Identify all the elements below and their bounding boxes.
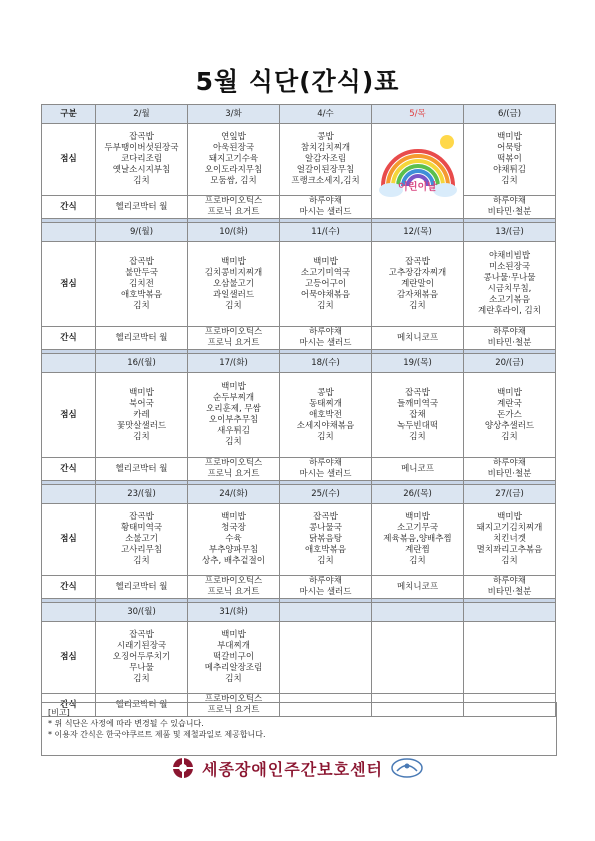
partner-mark-icon <box>391 758 423 778</box>
date-cell: 9/(월) <box>96 223 188 242</box>
meal-cell <box>96 242 188 327</box>
meal-line: 고추장감자찌개 <box>388 267 447 278</box>
meal-line: 멸치꽈리고추볶음 <box>476 545 543 555</box>
page-title: 5월 식단(간식)표 <box>195 67 400 96</box>
footer-org-name: 세종장애인주간보호센터 <box>201 759 384 779</box>
header-label <box>42 223 96 242</box>
snack-cell <box>464 458 556 481</box>
snack-cell <box>464 576 556 599</box>
date-cell: 4/수 <box>280 105 372 124</box>
snack-line: 프로닉 요거트 <box>207 587 260 597</box>
date-row <box>42 354 556 373</box>
date-cell: 16/(월) <box>96 354 188 373</box>
date-cell: 17/(화) <box>188 354 280 373</box>
snack-line: 비타민·철분 <box>487 469 532 479</box>
snack-line: 하루야채 <box>493 196 526 206</box>
meal-line: 잡곡밥 <box>405 256 430 267</box>
snack-cell <box>280 327 372 350</box>
meal-line: 상추, 배추겉절이 <box>202 556 265 566</box>
date-cell: 10/(화) <box>188 223 280 242</box>
meal-cell <box>188 124 280 196</box>
meal-line: 김치 <box>225 437 242 447</box>
meal-line: 백미밥 <box>221 382 246 392</box>
meal-row <box>42 622 556 694</box>
meal-cell <box>280 242 372 327</box>
date-cell: 5/목 <box>372 105 464 124</box>
meal-line: 메추리알장조림 <box>204 663 263 673</box>
meal-line: 참치김치찌개 <box>300 143 351 153</box>
snack-cell <box>464 327 556 350</box>
header-label <box>42 354 96 373</box>
snack-cell <box>96 327 188 350</box>
snack-line: 마시는 샐러드 <box>299 338 352 348</box>
date-cell: 31/(화) <box>188 603 280 622</box>
meal-line: 황태미역국 <box>120 523 163 533</box>
snack-label: 간식 <box>42 576 96 599</box>
date-row <box>42 485 556 504</box>
date-cell: 25/(수) <box>280 485 372 504</box>
date-cell <box>280 603 372 622</box>
meal-line: 잡곡밥 <box>129 630 154 640</box>
snack-line: 프로닉 요거트 <box>207 338 260 348</box>
meal-cell <box>372 504 464 576</box>
meal-line: 소고기무국 <box>396 523 439 533</box>
snack-cell <box>280 576 372 599</box>
snack-line: 헬리코박터 월 <box>115 581 168 592</box>
snack-line: 하루야채 <box>309 576 342 586</box>
meal-line: 계란말이 <box>401 278 434 289</box>
meal-line: 김치 <box>225 674 242 684</box>
meal-cell <box>188 373 280 458</box>
meal-label: 점심 <box>42 622 96 694</box>
meal-line: 떡볶이 <box>497 154 522 164</box>
snack-row <box>42 196 556 219</box>
meal-line: 고등어구이 <box>304 278 347 289</box>
meal-line: 잡곡밥 <box>129 256 154 267</box>
header-label <box>42 485 96 504</box>
meal-line: 김치 <box>317 300 334 311</box>
meal-line: 김치콩비지찌개 <box>204 267 263 278</box>
snack-line: 하루야채 <box>493 576 526 586</box>
snack-line: 헬리코박터 월 <box>115 332 168 343</box>
snack-label: 간식 <box>42 327 96 350</box>
meal-cell <box>96 622 188 694</box>
snack-row <box>42 576 556 599</box>
snack-line: 프로바이오틱스 <box>204 576 263 586</box>
date-row <box>42 223 556 242</box>
meal-line: 어묵탕 <box>497 143 522 153</box>
meal-line: 야채비빔밥 <box>488 251 531 261</box>
snack-line: 비타민·철분 <box>487 338 532 348</box>
header-label <box>42 603 96 622</box>
meal-cell <box>96 373 188 458</box>
header-label: 구분 <box>42 105 96 124</box>
meal-line: 감자채볶음 <box>396 289 439 300</box>
meal-line: 김치전 <box>129 278 154 289</box>
snack-cell <box>188 196 280 219</box>
meal-line: 코다리조림 <box>120 154 163 164</box>
snack-line: 프로바이오틱스 <box>204 327 263 337</box>
meal-line: 김치 <box>501 431 518 442</box>
meal-line: 김치 <box>501 556 518 566</box>
meal-cell <box>280 622 372 694</box>
footer-logo <box>0 755 595 781</box>
meal-line: 백미밥 <box>221 630 246 640</box>
meal-line: 오삼불고기 <box>212 278 255 289</box>
date-cell: 19/(목) <box>372 354 464 373</box>
meal-line: 돼지고기김치찌개 <box>476 523 543 533</box>
date-cell: 3/화 <box>188 105 280 124</box>
meal-line: 시래기된장국 <box>116 641 167 651</box>
meal-line: 미소된장국 <box>488 262 531 272</box>
snack-line: 메치니코프 <box>396 332 439 343</box>
meal-line: 들깨미역국 <box>396 398 439 409</box>
meal-line: 백미밥 <box>405 512 430 522</box>
meal-line: 오징어두루치기 <box>112 652 171 662</box>
date-cell: 27/(금) <box>464 485 556 504</box>
date-cell: 6/(금) <box>464 105 556 124</box>
meal-line: 백미밥 <box>497 132 522 142</box>
meal-row <box>42 124 556 196</box>
meal-line: 잡채 <box>409 409 426 420</box>
meal-line: 김치 <box>409 431 426 442</box>
snack-line: 헬리코박터 월 <box>115 201 168 212</box>
meal-row <box>42 373 556 458</box>
meal-line: 떡갈비구이 <box>212 652 255 662</box>
meal-cell <box>372 373 464 458</box>
meal-line: 잡곡밥 <box>405 387 430 398</box>
snack-cell <box>372 576 464 599</box>
holiday-label: 어린이날 <box>398 182 437 193</box>
meal-line: 돼지고기수육 <box>208 154 259 164</box>
date-cell: 30/(월) <box>96 603 188 622</box>
meal-cell <box>96 124 188 196</box>
meal-line: 새우튀김 <box>217 426 250 436</box>
meal-line: 콩나물국 <box>309 523 342 533</box>
holiday-cell <box>372 124 464 219</box>
meal-line: 꽃맛살샐러드 <box>116 420 167 431</box>
meal-line: 양상추샐러드 <box>484 420 535 431</box>
meal-line: 김치 <box>317 556 334 566</box>
meal-line: 과일샐러드 <box>212 289 255 300</box>
meal-line: 돈가스 <box>497 409 522 420</box>
snack-line: 마시는 샐러드 <box>299 469 352 479</box>
snack-label: 간식 <box>42 196 96 219</box>
snack-line: 비타민·철분 <box>487 587 532 597</box>
snack-cell <box>280 458 372 481</box>
meal-line: 야채튀김 <box>493 165 526 175</box>
meal-line: 소고기미역국 <box>300 267 351 278</box>
meal-line: 소불고기 <box>125 534 158 544</box>
date-cell: 26/(목) <box>372 485 464 504</box>
meal-line: 닭볶음탕 <box>309 534 342 544</box>
meal-cell <box>280 504 372 576</box>
meal-line: 연잎밥 <box>221 132 246 142</box>
date-cell: 11/(수) <box>280 223 372 242</box>
meal-line: 아욱된장국 <box>212 143 255 153</box>
snack-cell <box>96 458 188 481</box>
meal-line: 콩밥 <box>317 387 334 398</box>
date-cell: 18/(수) <box>280 354 372 373</box>
meal-cell <box>372 242 464 327</box>
meal-cell <box>188 242 280 327</box>
snack-line: 헬리코박터 월 <box>115 463 168 474</box>
rainbow-illustration-icon <box>375 126 461 212</box>
meal-line: 계란찜 <box>405 545 430 555</box>
meal-cell <box>464 504 556 576</box>
meal-line: 소세지야채볶음 <box>296 420 355 431</box>
meal-line: 청국장 <box>221 523 246 533</box>
meal-line: 카레 <box>133 409 150 420</box>
meal-line: 부대찌개 <box>217 641 250 651</box>
meal-line: 수육 <box>225 534 242 544</box>
meal-line: 순두부찌개 <box>212 393 255 403</box>
meal-line: 애호박볶음 <box>304 545 347 555</box>
snack-line: 프로닉 요거트 <box>207 705 260 715</box>
note-line-1: * 위 식단은 사정에 따라 변경될 수 있습니다. <box>48 719 204 728</box>
meal-cell <box>280 373 372 458</box>
meal-line: 제육볶음,양배추찜 <box>383 534 452 544</box>
meal-cell <box>188 622 280 694</box>
snack-line: 비타민·철분 <box>487 207 532 217</box>
snack-cell <box>96 576 188 599</box>
meal-line: 얼갈이된장무침 <box>296 165 355 175</box>
snack-line: 하루야채 <box>309 458 342 468</box>
meal-line: 김치 <box>133 431 150 442</box>
meal-line: 김치 <box>225 300 242 311</box>
meal-label: 점심 <box>42 124 96 196</box>
meal-line: 잡곡밥 <box>129 512 154 522</box>
snack-label: 간식 <box>42 458 96 481</box>
date-cell: 20/(금) <box>464 354 556 373</box>
meal-row <box>42 242 556 327</box>
meal-cell <box>188 504 280 576</box>
meal-line: 동태찌개 <box>309 398 342 409</box>
meal-line: 잡곡밥 <box>313 512 338 522</box>
meal-line: 콩밥 <box>317 132 334 142</box>
note-line-2: * 이용자 간식은 한국야쿠르트 제품 및 제철과일로 제공합니다. <box>48 730 266 739</box>
snack-line: 프로바이오틱스 <box>204 458 263 468</box>
meal-cell <box>280 124 372 196</box>
snack-cell <box>188 327 280 350</box>
meal-line: 무나물 <box>129 663 154 673</box>
snack-line: 헬리코박터 월 <box>115 699 168 710</box>
meal-line: 백미밥 <box>221 512 246 522</box>
snack-line: 하루야채 <box>493 458 526 468</box>
menu-table <box>41 104 556 717</box>
meal-line: 백미밥 <box>221 256 246 267</box>
snack-line: 하루야채 <box>309 327 342 337</box>
date-row <box>42 105 556 124</box>
date-cell: 2/월 <box>96 105 188 124</box>
snack-line: 프로바이오틱스 <box>204 196 263 206</box>
meal-line: 김치 <box>501 176 518 186</box>
meal-line: 오리훈제, 무쌈 <box>206 404 261 414</box>
meal-label: 점심 <box>42 504 96 576</box>
date-cell: 12/(목) <box>372 223 464 242</box>
snack-row <box>42 458 556 481</box>
snack-label: 간식 <box>42 694 96 717</box>
meal-line: 시금치무침, <box>487 284 532 294</box>
meal-line: 애호박전 <box>309 409 342 420</box>
meal-line: 백미밥 <box>497 387 522 398</box>
meal-line: 계란후라이, 김치 <box>478 306 541 316</box>
meal-cell <box>464 242 556 327</box>
meal-line: 잡곡밥 <box>129 132 154 142</box>
snack-line: 마시는 샐러드 <box>299 587 352 597</box>
snack-cell <box>372 458 464 481</box>
meal-line: 김치 <box>409 556 426 566</box>
meal-line: 애호박볶음 <box>120 289 163 300</box>
meal-line: 옛날소시지부침 <box>112 165 171 175</box>
snack-cell <box>280 196 372 219</box>
meal-line: 불만두국 <box>125 267 158 278</box>
date-cell: 13/(금) <box>464 223 556 242</box>
snack-line: 하루야채 <box>309 196 342 206</box>
meal-line: 프랭크소세지,김치 <box>291 176 360 186</box>
meal-line: 어묵야채볶음 <box>300 289 351 300</box>
center-emblem-icon <box>172 757 194 779</box>
snack-cell <box>188 576 280 599</box>
meal-line: 오이도라지무침 <box>204 165 263 175</box>
meal-cell <box>96 504 188 576</box>
meal-label: 점심 <box>42 373 96 458</box>
meal-line: 김치 <box>409 300 426 311</box>
snack-line: 마시는 샐러드 <box>299 207 352 217</box>
meal-line: 알감자조림 <box>304 154 347 164</box>
snack-line: 메치니코프 <box>396 581 439 592</box>
meal-row <box>42 504 556 576</box>
meal-line: 녹두빈대떡 <box>396 420 439 431</box>
date-row <box>42 603 556 622</box>
meal-line: 김치 <box>133 176 150 186</box>
meal-line: 모둠쌈, 김치 <box>210 176 257 186</box>
snack-row <box>42 327 556 350</box>
snack-line: 메니코프 <box>401 463 434 474</box>
meal-line: 계란국 <box>497 398 522 409</box>
meal-line: 콩나물·무나물 <box>483 273 536 283</box>
meal-line: 소고기볶음 <box>488 295 531 305</box>
meal-label: 점심 <box>42 242 96 327</box>
meal-line: 백미밥 <box>497 512 522 522</box>
meal-cell <box>464 622 556 694</box>
meal-cell <box>372 622 464 694</box>
date-cell: 23/(월) <box>96 485 188 504</box>
meal-line: 백미밥 <box>129 387 154 398</box>
meal-line: 부추양파무침 <box>208 545 259 555</box>
snack-line: 하루야채 <box>493 327 526 337</box>
meal-line: 김치 <box>133 300 150 311</box>
meal-line: 김치 <box>133 674 150 684</box>
meal-line: 백미밥 <box>313 256 338 267</box>
date-cell: 24/(화) <box>188 485 280 504</box>
date-cell <box>464 603 556 622</box>
meal-line: 김치 <box>317 431 334 442</box>
snack-line: 프로닉 요거트 <box>207 207 260 217</box>
meal-line: 두부땡이버섯된장국 <box>104 143 179 153</box>
date-cell <box>372 603 464 622</box>
snack-line: 프로바이오틱스 <box>204 694 263 704</box>
snack-cell <box>188 458 280 481</box>
meal-cell <box>464 124 556 196</box>
snack-cell <box>464 196 556 219</box>
snack-line: 프로닉 요거트 <box>207 469 260 479</box>
meal-line: 치킨너겟 <box>493 534 526 544</box>
meal-line: 고사리무침 <box>120 545 163 555</box>
snack-cell <box>372 327 464 350</box>
meal-cell <box>464 373 556 458</box>
notes-heading: [비고] <box>48 708 70 717</box>
meal-line: 북어국 <box>129 398 154 409</box>
meal-line: 오이부추무침 <box>208 415 259 425</box>
snack-cell <box>96 196 188 219</box>
meal-line: 김치 <box>133 556 150 566</box>
